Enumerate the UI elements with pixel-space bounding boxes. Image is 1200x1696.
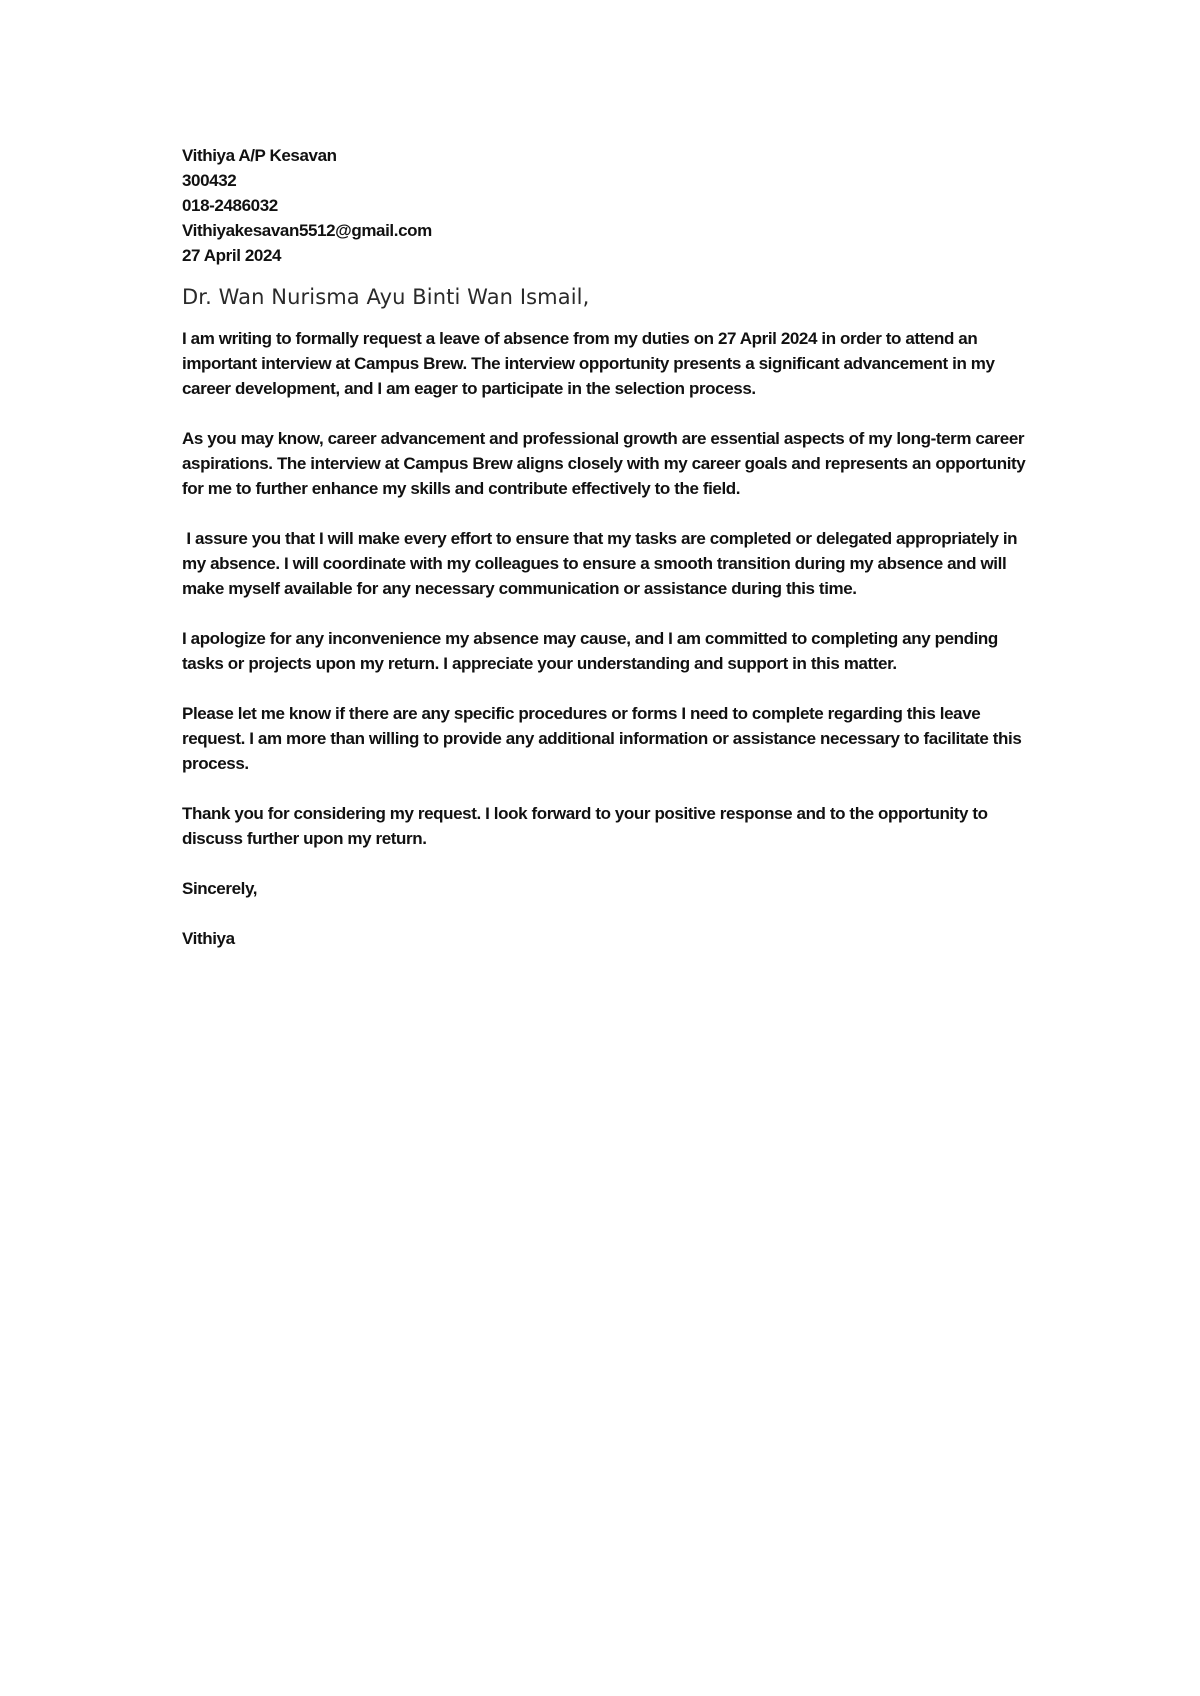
leave-request-letter: [182, 143, 1032, 951]
body-paragraph-procedures: Please let me know if there are any specific procedures or forms I need to complete regarding this leave request. I am more than willing to provide any additional information or assistance necessary to facilitate this process.: [182, 704, 1022, 773]
sender-details: [182, 143, 1032, 268]
sender-phone: 018-2486032: [182, 196, 278, 215]
sender-id: 300432: [182, 171, 237, 190]
body-paragraph-assurance: I assure you that I will make every effort to ensure that my tasks are completed or delegated appropriately in my absence. I will coordinate with my colleagues to ensure a smooth transition during my absence and will make myself available for any necessary communication or assistance during this time.: [182, 529, 1022, 598]
sender-name: Vithiya A/P Kesavan: [182, 146, 337, 165]
closing: Sincerely,: [182, 879, 258, 898]
signature-name: Vithiya: [182, 929, 235, 948]
letter-date: 27 April 2024: [182, 246, 282, 265]
letter-body: [182, 326, 1032, 851]
body-paragraph-request: I am writing to formally request a leave of absence from my duties on 27 April 2024 in order to attend an important interview at Campus Brew. The interview opportunity presents a significant advancement in my career development, and I am eager to participate in the selection process.: [182, 329, 995, 398]
body-paragraph-thanks: Thank you for considering my request. I look forward to your positive response and to the opportunity to discuss further upon my return.: [182, 804, 988, 848]
salutation: Dr. Wan Nurisma Ayu Binti Wan Ismail,: [182, 285, 590, 309]
sender-email: Vithiyakesavan5512@gmail.com: [182, 221, 432, 240]
body-paragraph-apology: I apologize for any inconvenience my absence may cause, and I am committed to completing any pending tasks or projects upon my return. I appreciate your understanding and support in this matter.: [182, 629, 998, 673]
body-paragraph-career: As you may know, career advancement and professional growth are essential aspects of my long-term career aspirations. The interview at Campus Brew aligns closely with my career goals and represents an opportunity for me to further enhance my skills and contribute effectively to the field.: [182, 429, 1026, 498]
